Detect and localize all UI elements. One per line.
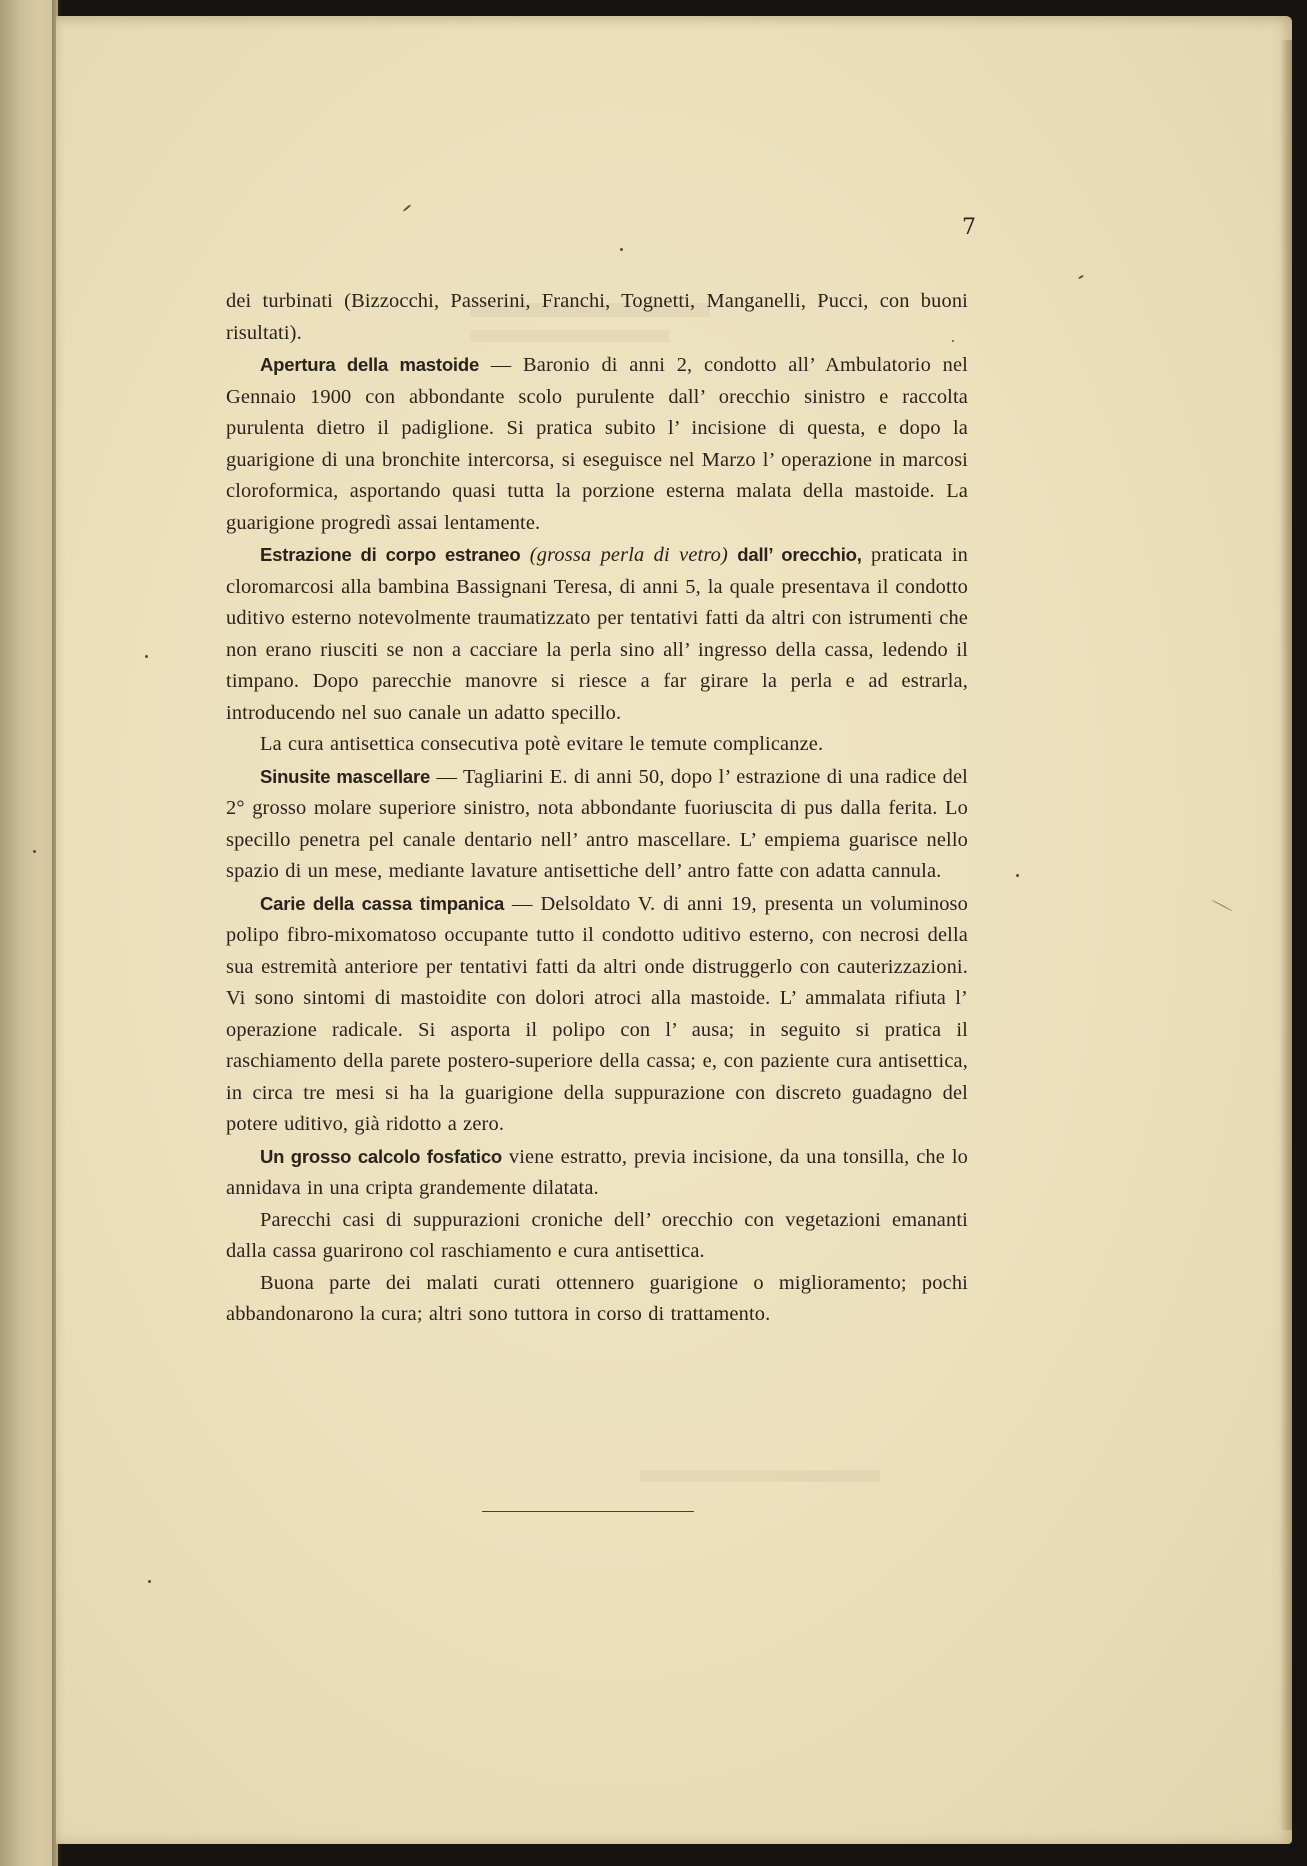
paragraph-turbinati (226, 286, 968, 349)
paragraph-text: — Delsoldato V. di anni 19, presenta un voluminoso polipo fibro-mixomatoso occupante tutto il condotto uditivo esterno, con necrosi della sua estremità anteriore per tentativi fatti da altri onde distruggerlo con cauterizzazioni. Vi sono sintomi di mastoidite con dolori atroci alla mastoide. L’ ammalata rifiuta l’ operazione radicale. Si asporta il polipo con l’ ausa; in seguito si pratica il raschiamento della parete postero-superiore della cassa; e, con paziente cura antisettica, in circa tre mesi si ha la guarigione della suppurazione con discreto guadagno del potere uditivo, già ridotto a zero. (226, 892, 968, 1135)
page-right-edge (1280, 40, 1292, 1830)
section-end-rule (482, 1511, 694, 1512)
paper-speck (620, 248, 623, 251)
paragraph-cura-antisettica (226, 729, 968, 761)
paragraph-apertura-mastoide (226, 349, 968, 539)
body-text (226, 286, 968, 1331)
paper-speck (1016, 874, 1019, 877)
paper-speck (33, 850, 36, 853)
paragraph-suppurazioni-croniche (226, 1205, 968, 1268)
paragraph-sinusite-mascellare (226, 761, 968, 888)
paragraph-text: praticata in cloromarcosi alla bambina Bassignani Teresa, di anni 5, la quale presentava il condotto uditivo esterno notevolmente traumatizzato per tentativi fatti da altri con istrumenti che non erano riusciti se non a cacciare la perla sino all’ ingresso della cassa, ledendo il timpano. Dopo parecchie manovre si riesce a far girare la perla e ad estrarla, introducendo nel suo canale un adatto specillo. (226, 544, 969, 724)
paragraph-calcolo-fosfatico (226, 1141, 968, 1205)
section-heading-italic: (grossa perla di vetro) (529, 544, 728, 566)
paragraph-text: — Tagliarini E. di anni 50, dopo l’ estrazione di una radice del 2° grosso molare superiore sinistro, nota abbondante fuoriuscita di pus dalla ferita. Lo specillo penetra pel canale dentario nell’ antro mascellare. L’ empiema guarisce nello spazio di un mese, mediante lavature antisettiche dell’ antro fatte con adatta cannula. (226, 765, 968, 882)
paragraph-text: Buona parte dei malati curati ottennero guarigione o miglioramento; pochi abbandonarono la cura; altri sono tuttora in corso di trattamento. (226, 1271, 968, 1325)
previous-page-edge (0, 0, 58, 1866)
paper-speck (148, 1580, 151, 1583)
section-heading-continuation: dall’ orecchio, (737, 544, 862, 565)
paragraph-text: Parecchi casi di suppurazioni croniche dell’ orecchio con vegetazioni emananti dalla cassa guarirono col raschiamento e cura antisettica. (226, 1208, 968, 1262)
paragraph-text: viene estratto, previa incisione, da una tonsilla, che lo annidava in una cripta grandemente dilatata. (226, 1145, 968, 1199)
section-heading: Un grosso calcolo fosfatico (260, 1145, 503, 1167)
page-number: 7 (962, 215, 976, 240)
paragraph-esiti (226, 1268, 968, 1331)
paper-speck (952, 340, 954, 342)
section-heading: Apertura della mastoide (260, 354, 480, 375)
paragraph-estrazione-corpo-estraneo (226, 539, 968, 729)
paragraph-text: La cura antisettica consecutiva potè evitare le temute complicanze. (260, 733, 824, 755)
section-heading: Carie della cassa timpanica (260, 892, 505, 914)
section-heading: Estrazione di corpo estraneo (260, 544, 521, 565)
paper-speck (145, 655, 148, 658)
paragraph-text: dei turbinati (Bizzocchi, Passerini, Franchi, Tognetti, Manganelli, Pucci, con buoni risultati). (226, 290, 968, 344)
paragraph-carie-cassa-timpanica (226, 888, 968, 1141)
section-heading: Sinusite mascellare (260, 765, 431, 787)
show-through-line (640, 1470, 880, 1482)
paragraph-text: — Baronio di anni 2, condotto all’ Ambulatorio nel Gennaio 1900 con abbondante scolo purulente dall’ orecchio sinistro e raccolta purulenta dietro il padiglione. Si pratica subito l’ incisione di questa, e dopo la guarigione di una bronchite intercorsa, si eseguisce nel Marzo l’ operazione in marcosi cloroformica, asportando quasi tutta la porzione esterna malata della mastoide. La guarigione progredì assai lentamente. (226, 354, 969, 534)
